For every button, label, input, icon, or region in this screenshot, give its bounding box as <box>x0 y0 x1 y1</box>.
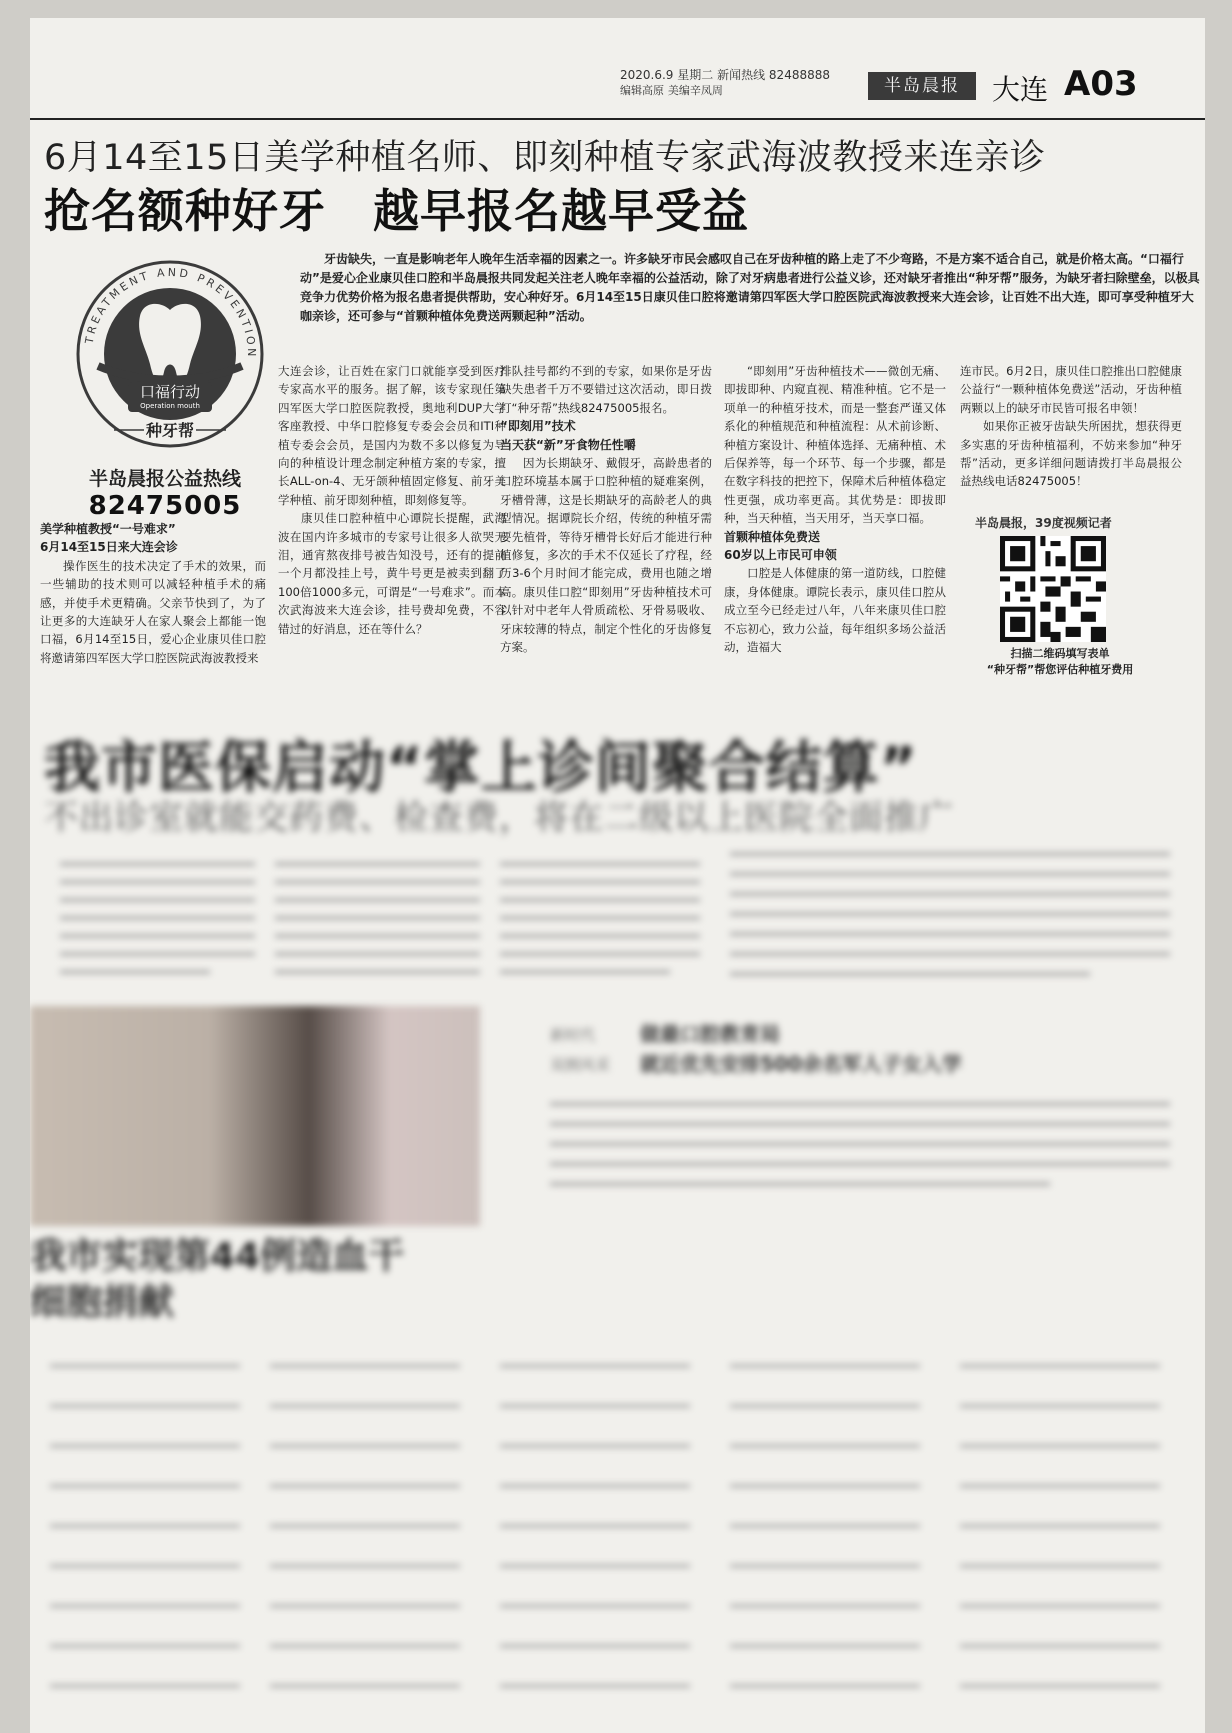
logo-ring-text: TREATMENT AND PREVENTION <box>82 265 259 360</box>
qr-code[interactable] <box>1000 536 1106 642</box>
qr-caption <box>960 646 1160 678</box>
column-1-paragraph-1: 操作医生的技术决定了手术的效果，而一些辅助的技术则可以减轻种植手术的痛感，并使手术更精确。父亲节快到了，为了让更多的大连缺牙人在家人聚会上都能一饱口福，6月14至15日，爱心企业康贝佳口腔将邀请第四军医大学口腔医院武海波教授来 <box>40 558 266 665</box>
header-meta <box>620 68 880 98</box>
reporter-signature: 半岛晨报，39度视频记者 <box>975 516 1112 530</box>
blurred-lower-section <box>30 706 1205 1733</box>
column-5-paragraph-1: 连市民。6月2日，康贝佳口腔推出口腔健康公益行“一颗种植体免费送”活动，牙齿种植两颗以上的缺牙市民皆可报名申领！ <box>960 364 1182 415</box>
logo-badge-en: Operation mouth <box>140 402 200 410</box>
column-2-paragraph-2: 康贝佳口腔种植中心谭院长提醒，武海波在国内许多城市的专家号让很多人欲哭无泪，通宵熬夜排号被告知没号，还有的提前一个月都没挂上号，黄牛号更是被卖到翻了100倍1000多元，可谓是“一号难求”。而本次武海波来大连会诊，挂号费却免费，不容错过的好消息，还在等什么？ <box>278 511 506 636</box>
lower-subhead: 不出诊室就能交药费、检查费，将在二级以上医院全面推广 <box>44 798 954 838</box>
header-designer: 美编辛凤周 <box>667 84 723 97</box>
newspaper-page <box>30 18 1205 1733</box>
blurred-text-block <box>500 856 700 986</box>
lower-headline: 我市医保启动“掌上诊间聚合结算” <box>44 736 918 801</box>
article-column-2 <box>278 362 506 638</box>
page-header <box>30 40 1205 110</box>
blurred-text-block <box>275 856 480 986</box>
right-title-2: 就近优先安排500余名军人子女入学 <box>640 1052 962 1076</box>
column-2-paragraph-1: 大连会诊，让百姓在家门口就能享受到医疗专家高水平的服务。据了解，该专家现任第四军医大学口腔医院教授，奥地利DUP大学客座教授、中华口腔修复专委会会员和ITI种植专委会会员，是国内为数不多以修复为导向的种植设计理念制定种植方案的专家，擅长ALL-on-4、无牙颌种植固定修复、前牙美学种植、前牙即刻种植，即刻修复等。 <box>278 364 506 507</box>
article-column-1 <box>40 520 266 667</box>
masthead-logo: 半岛晨报 <box>868 72 976 100</box>
blurred-text-lines <box>730 846 1170 996</box>
article-column-5 <box>960 362 1182 491</box>
blurred-text-block <box>60 856 255 986</box>
column-1-subhead-1: 美学种植教授“一号难求” <box>40 522 176 536</box>
blurred-text-block <box>730 846 1170 996</box>
column-5-paragraph-2: 如果你正被牙齿缺失所困扰，想获得更多实惠的牙齿种植福利，不妨来参加“种牙帮”活动，更多详细问题请拨打半岛晨报公益热线电话82475005！ <box>960 419 1182 489</box>
column-1-subhead-2: 6月14至15日来大连会诊 <box>40 540 178 555</box>
article-column-3 <box>500 362 712 657</box>
page-number: A03 <box>1064 64 1138 104</box>
kou-fu-xing-dong-logo <box>70 254 270 464</box>
right-title-1: 做最口腔教育局 <box>640 1022 780 1046</box>
qr-caption-line-2: “种牙帮”帮您评估种植牙费用 <box>986 663 1134 676</box>
column-3-paragraph-2: 因为长期缺牙、戴假牙，高龄患者的口腔环境基本属于口腔种植的疑难案例，牙槽骨薄，这是长期缺牙的高龄老人的典型情况。据谭院长介绍，传统的种植牙需要先植骨，等待牙槽骨长好后才能进行种植修复，多次的手术不仅延长了疗程，经历3-6个月时间才能完成，费用也随之增高。康贝佳口腔“即刻用”牙齿种植技术可以针对中老年人骨质疏松、牙骨易吸收、牙床较薄的特点，制定个性化的牙齿修复方案。 <box>500 456 712 655</box>
article-kicker: 6月14至15日美学种植名师、即刻种植专家武海波教授来连亲诊 <box>44 138 1046 178</box>
blurred-text-block <box>50 1356 1180 1716</box>
news-photo <box>30 1006 480 1226</box>
column-3-paragraph-1: 排队挂号都约不到的专家，如果你是牙齿缺失患者千万不要错过这次活动，即日拨打“种牙帮”热线82475005报名。 <box>500 364 712 415</box>
header-rule <box>30 118 1205 120</box>
column-4-paragraph-2: 口腔是人体健康的第一道防线，口腔健康，身体健康。谭院长表示，康贝佳口腔从成立至今已经走过八年，八年来康贝佳口腔不忘初心，致力公益，每年组织多场公益活动，造福大 <box>724 566 946 655</box>
column-3-subhead-2: 当天获“新”牙食物任性嚼 <box>500 437 636 452</box>
edition-label: 大连 <box>992 73 1049 106</box>
article-headline: 抢名额种好牙 越早报名越早受益 <box>44 184 749 238</box>
right-kicker-1: 新时代 <box>550 1026 596 1044</box>
logo-badge-text: 口福行动 <box>139 383 201 401</box>
blurred-text-block <box>550 1096 1170 1196</box>
column-4-paragraph-1: “即刻用”牙齿种植技术——微创无痛、即拔即种、内窥直视、精准种植。它不是一项单一的种植牙技术，而是一整套严谨又体系化的种植规范和种植流程：从术前诊断、种植方案设计、种植体选择、无痛种植、术后保养等，每一个环节、每一个步骤，都是在数字科技的把控下，保障术后种植体稳定性更强，成功率更高。其优势是：即拔即种，当天种植，当天用牙，当天享口福。 <box>724 364 946 526</box>
blurred-text-lines <box>50 1356 1180 1716</box>
header-hotline: 新闻热线 82488888 <box>717 68 831 82</box>
hotline-number: 82475005 <box>88 491 242 521</box>
blurred-text-lines <box>500 856 700 986</box>
header-weekday: 星期二 <box>677 68 714 82</box>
blurred-text-lines <box>60 856 255 986</box>
right-kicker-2: 双拥风采 <box>550 1056 611 1074</box>
header-date: 2020.6.9 <box>620 68 674 82</box>
side-headline: 我市实现第44例造血干细胞捐献 <box>30 1236 405 1323</box>
column-4-subhead-1: 首颗种植体免费送 <box>724 529 821 544</box>
blurred-text-lines <box>275 856 480 986</box>
logo-sub-text: 种牙帮 <box>145 421 195 440</box>
qr-caption-line-1: 扫描二维码填写表单 <box>1010 647 1110 660</box>
column-4-subhead-2: 60岁以上市民可申领 <box>724 548 837 563</box>
article-lede: 牙齿缺失，一直是影响老年人晚年生活幸福的因素之一。许多缺牙市民会感叹自己在牙齿种植的路上走了不少弯路，不是方案不适合自己，就是价格太高。“口福行动”是爱心企业康贝佳口腔和半岛晨报共同发起关注老人晚年幸福的公益活动，除了对牙病患者进行公益义诊，还对缺牙者推出“种牙帮”服务，为缺牙者扫除壁垒，以极具竞争力优势价格为报名患者提供帮助，安心种好牙。6月14至15日康贝佳口腔将邀请第四军医大学口腔医院武海波教授来大连会诊，让百姓不出大连，即可享受种植牙大咖亲诊，还可参与“首颗种植体免费送两颗起种”活动。 <box>300 252 1200 323</box>
blurred-text-lines <box>550 1096 1170 1196</box>
article-column-4 <box>724 362 946 657</box>
column-3-subhead-1: “即刻用”技术 <box>500 419 576 434</box>
hotline-title: 半岛晨报公益热线 <box>88 468 241 490</box>
hotline-box <box>40 464 290 521</box>
header-editor: 编辑高原 <box>620 84 664 97</box>
